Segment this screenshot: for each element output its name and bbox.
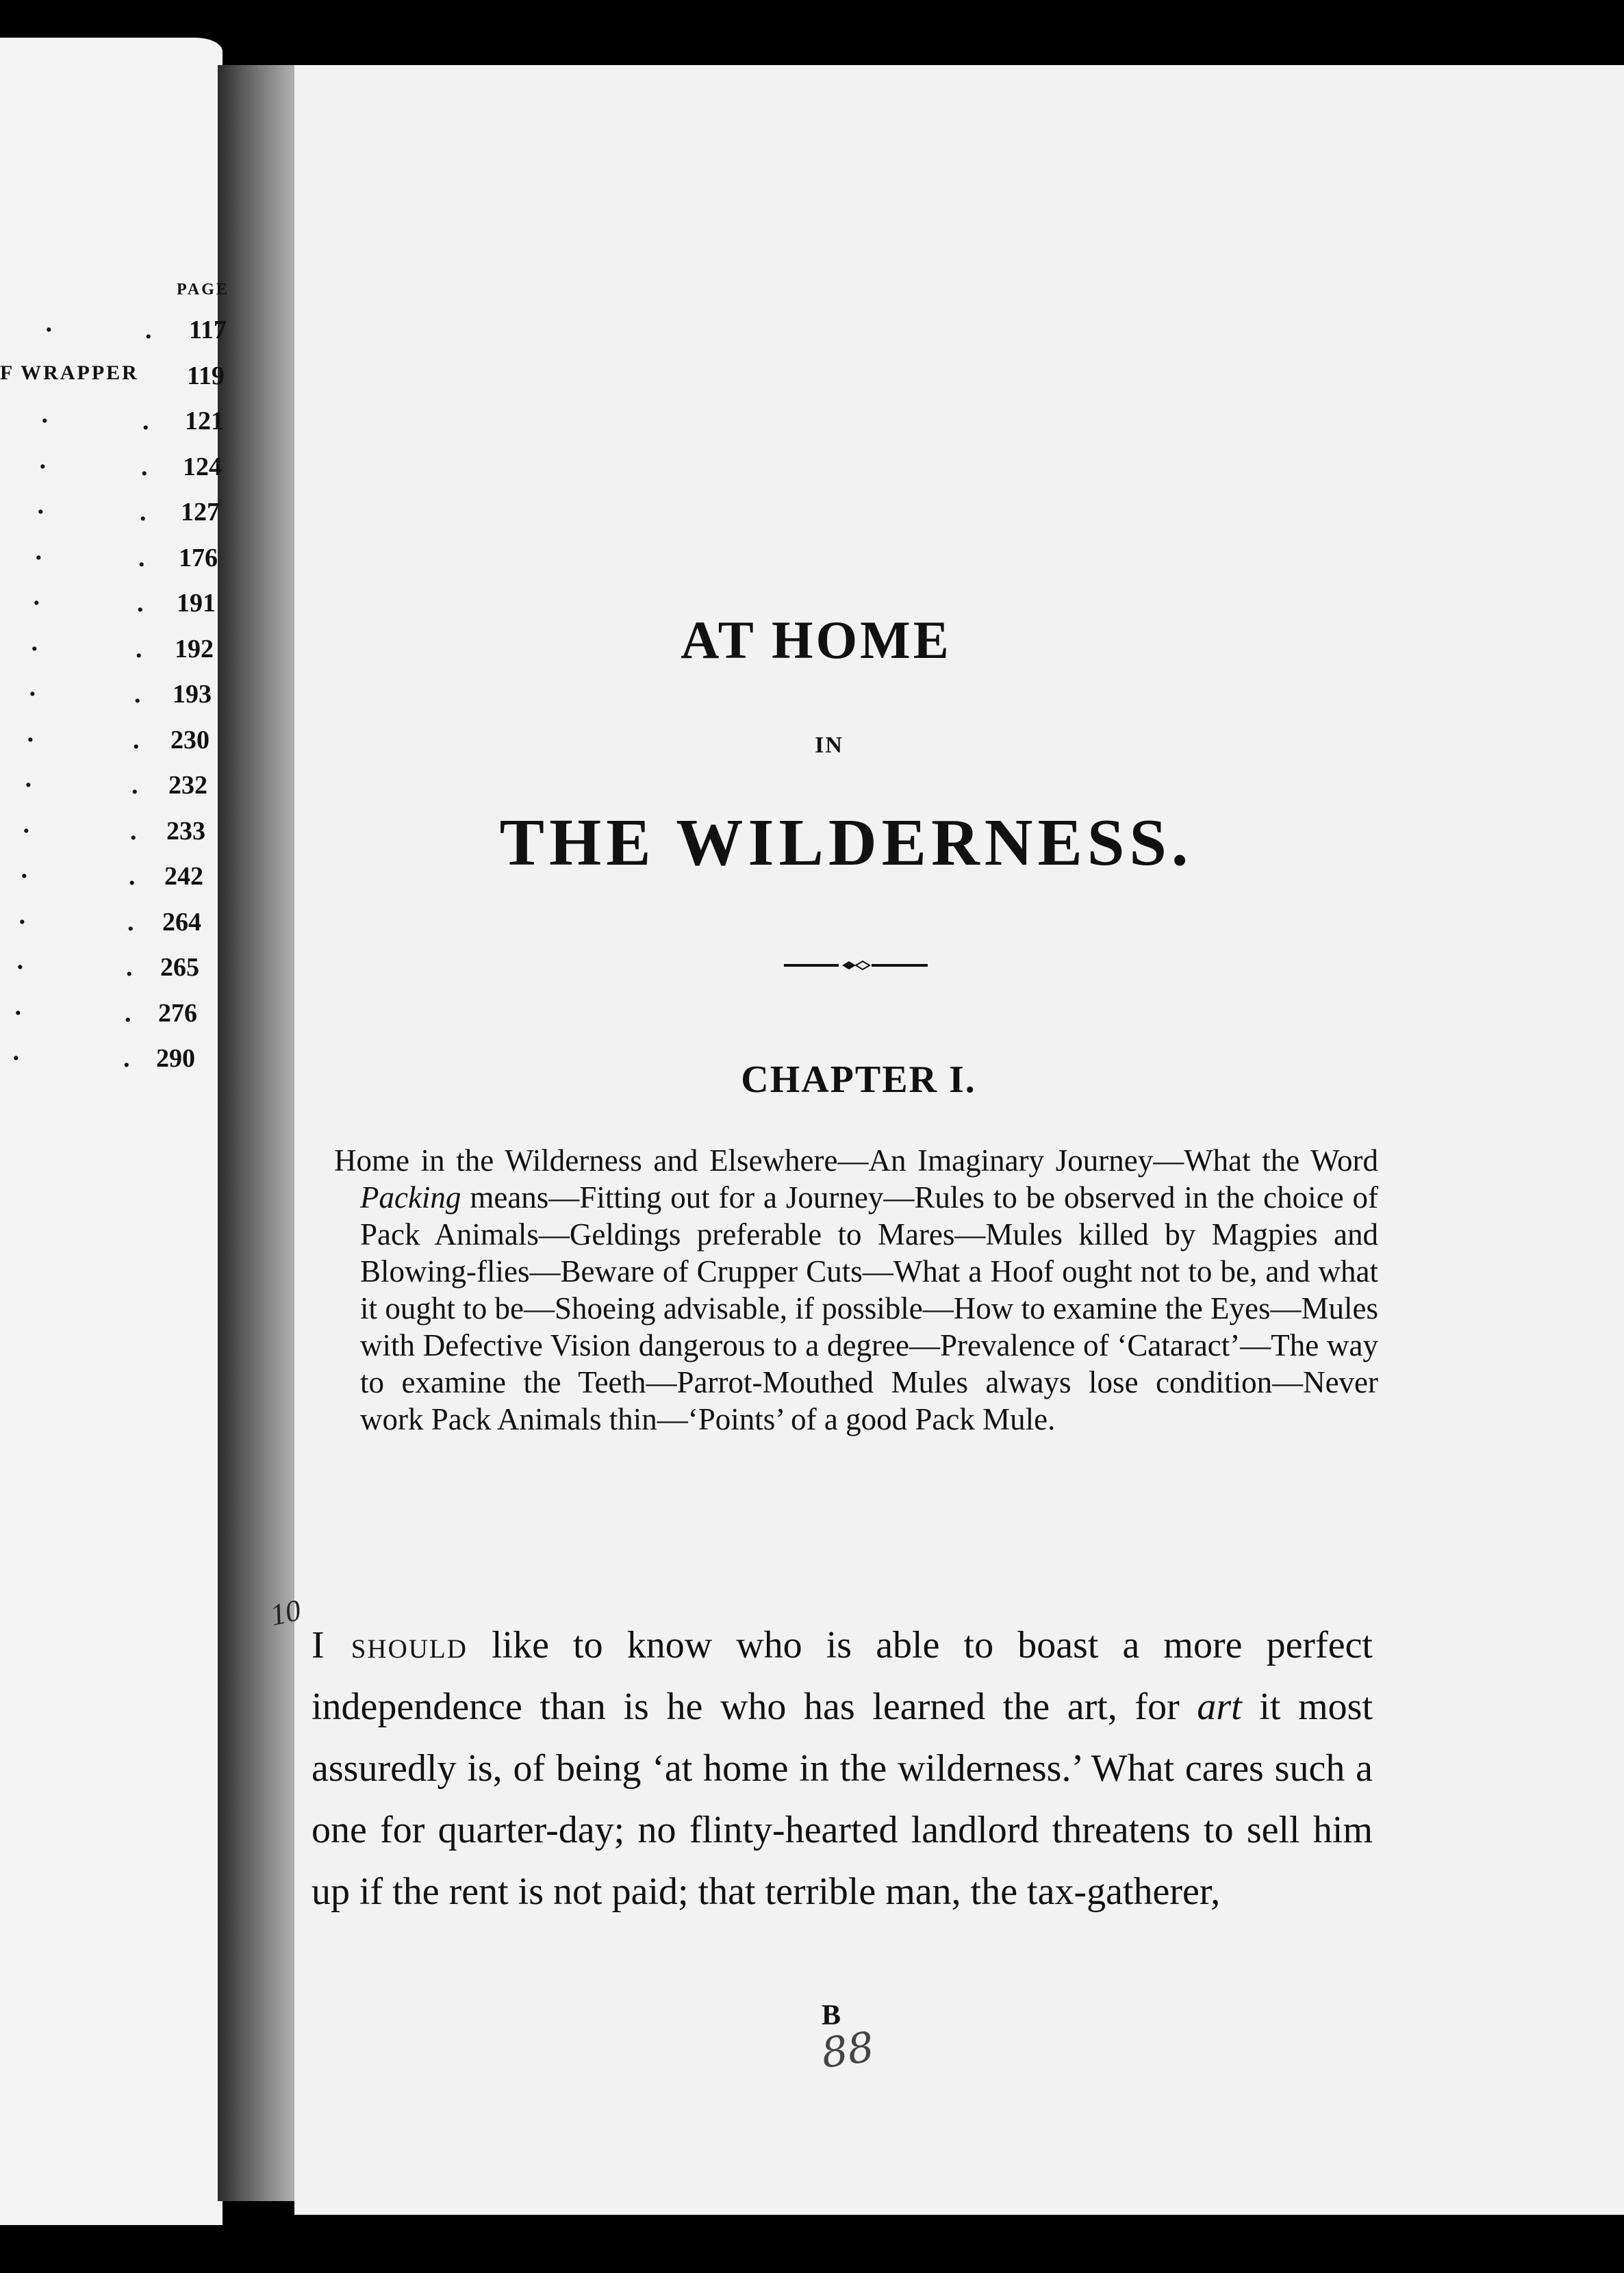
toc-leader-dot: . xyxy=(127,907,134,937)
toc-page-number: 233 xyxy=(166,816,205,846)
toc-leader-dot: . xyxy=(123,1044,130,1073)
toc-leader-dot: . xyxy=(140,498,147,526)
toc-row xyxy=(0,679,236,713)
toc-page-number: 119 xyxy=(187,361,225,390)
toc-page-number: 232 xyxy=(168,771,207,800)
toc-leader-dot: · xyxy=(24,771,33,800)
toc-page-number: 191 xyxy=(177,589,216,618)
toc-leader-dot: . xyxy=(125,998,131,1028)
toc-leader-dot: . xyxy=(129,862,136,891)
toc-leader-dot: . xyxy=(137,589,144,618)
toc-leader-dot: · xyxy=(26,725,35,754)
chapter-synopsis xyxy=(334,1142,1378,1438)
toc-row xyxy=(0,952,236,987)
toc-page-number: 124 xyxy=(183,452,222,481)
toc-leader-dot: · xyxy=(30,634,39,663)
toc-page-number: 193 xyxy=(173,680,212,709)
toc-leader-dot: · xyxy=(20,862,29,891)
toc-page-number: 192 xyxy=(175,634,214,663)
book-title-line2: THE WILDERNESS. xyxy=(499,806,1193,880)
toc-leader-dot: . xyxy=(133,725,140,754)
toc-leader-dot: · xyxy=(32,589,41,618)
toc-leader-dot: · xyxy=(45,316,53,344)
toc-leader-dot: · xyxy=(14,998,23,1028)
handwritten-page-number: 88 xyxy=(818,2023,877,2078)
body-italic: art xyxy=(1197,1686,1242,1728)
toc-page-number: 121 xyxy=(185,407,224,435)
synopsis-italic: Packing xyxy=(360,1180,461,1215)
toc-leader-dot: . xyxy=(134,680,141,709)
toc-entry-label: F WRAPPER xyxy=(0,361,139,384)
body-text-cont: it most assuredly is, of being ‘at home in the wilderness.’ What cares such a one for quarter-day; no flinty-hearted landlord threatens to sell him up if the rent is not paid; that terrible man, the tax-gatherer, xyxy=(312,1686,1373,1913)
book-title-in: IN xyxy=(815,733,843,758)
toc-leader-dot: . xyxy=(130,816,137,846)
toc-page-number: 176 xyxy=(179,543,218,572)
toc-row xyxy=(0,452,236,486)
toc-leader-dot: · xyxy=(22,816,31,846)
toc-leader-dot: · xyxy=(16,953,25,982)
toc-row xyxy=(0,315,236,349)
handwritten-margin-mark: 10 xyxy=(267,1592,304,1633)
body-opening-words: I should xyxy=(312,1624,468,1666)
body-paragraph xyxy=(312,1614,1373,1922)
toc-row xyxy=(0,770,236,804)
toc-leader-dot: . xyxy=(126,953,133,982)
toc-leader-dot: . xyxy=(141,452,148,481)
synopsis-text-cont: means—Fitting out for a Journey—Rules to be observed in the choice of Pack Animals—Geldings preferable to Mares—Mules killed by Magpies and Blowing-flies—Beware of Crupper Cuts—What a Hoof ought not to be, and what it ought to be—Shoeing advisable, if possible—How to examine the Eyes—Mules with Defective Vision dangerous to a degree—Prevalence of ‘Cataract’—The way to examine the Teeth—Parrot-Mouthed Mules always lose condition—Never work Pack Animals thin—‘Points’ of a good Pack Mule. xyxy=(360,1180,1378,1436)
toc-leader-dot: · xyxy=(12,1044,21,1073)
ornament-divider xyxy=(784,958,928,972)
toc-leader-dot: . xyxy=(142,407,149,435)
body-text: like to know who is able to boast a more perfect independence than is he who has learned the art, for xyxy=(312,1624,1373,1728)
toc-row xyxy=(0,907,236,941)
toc-page-number: 276 xyxy=(158,998,197,1028)
toc-page-number: 242 xyxy=(164,862,203,891)
toc-leader-dot: . xyxy=(136,634,142,663)
toc-leader-dot: . xyxy=(131,771,138,800)
toc-page-header: PAGE xyxy=(177,281,229,299)
toc-page-number: 265 xyxy=(160,953,199,982)
toc-leader-dot: · xyxy=(38,452,47,481)
toc-page-number: 117 xyxy=(189,316,227,344)
signature-mark: B xyxy=(822,2000,841,2031)
toc-row xyxy=(0,406,236,440)
toc-page-number: 264 xyxy=(162,907,201,937)
toc-row xyxy=(0,543,236,577)
toc-leader-dot: . xyxy=(138,543,145,572)
toc-leader-dot: · xyxy=(40,407,49,435)
toc-page-number: 127 xyxy=(181,498,220,526)
toc-row xyxy=(0,361,236,395)
book-title-line1: AT HOME xyxy=(681,610,952,670)
toc-leader-dot: · xyxy=(34,543,43,572)
toc-leader-dot: · xyxy=(28,680,37,709)
synopsis-text: Home in the Wilderness and Elsewhere—An Imaginary Journey—What the Word xyxy=(334,1143,1378,1178)
toc-row xyxy=(0,497,236,531)
toc-row xyxy=(0,998,236,1032)
toc-page-number: 290 xyxy=(156,1044,195,1073)
chapter-heading: CHAPTER I. xyxy=(741,1058,976,1101)
toc-leader-dot: · xyxy=(36,498,45,526)
toc-leader-dot: · xyxy=(18,907,27,937)
toc-leader-dot: . xyxy=(145,316,152,344)
toc-page-number: 230 xyxy=(170,725,210,754)
